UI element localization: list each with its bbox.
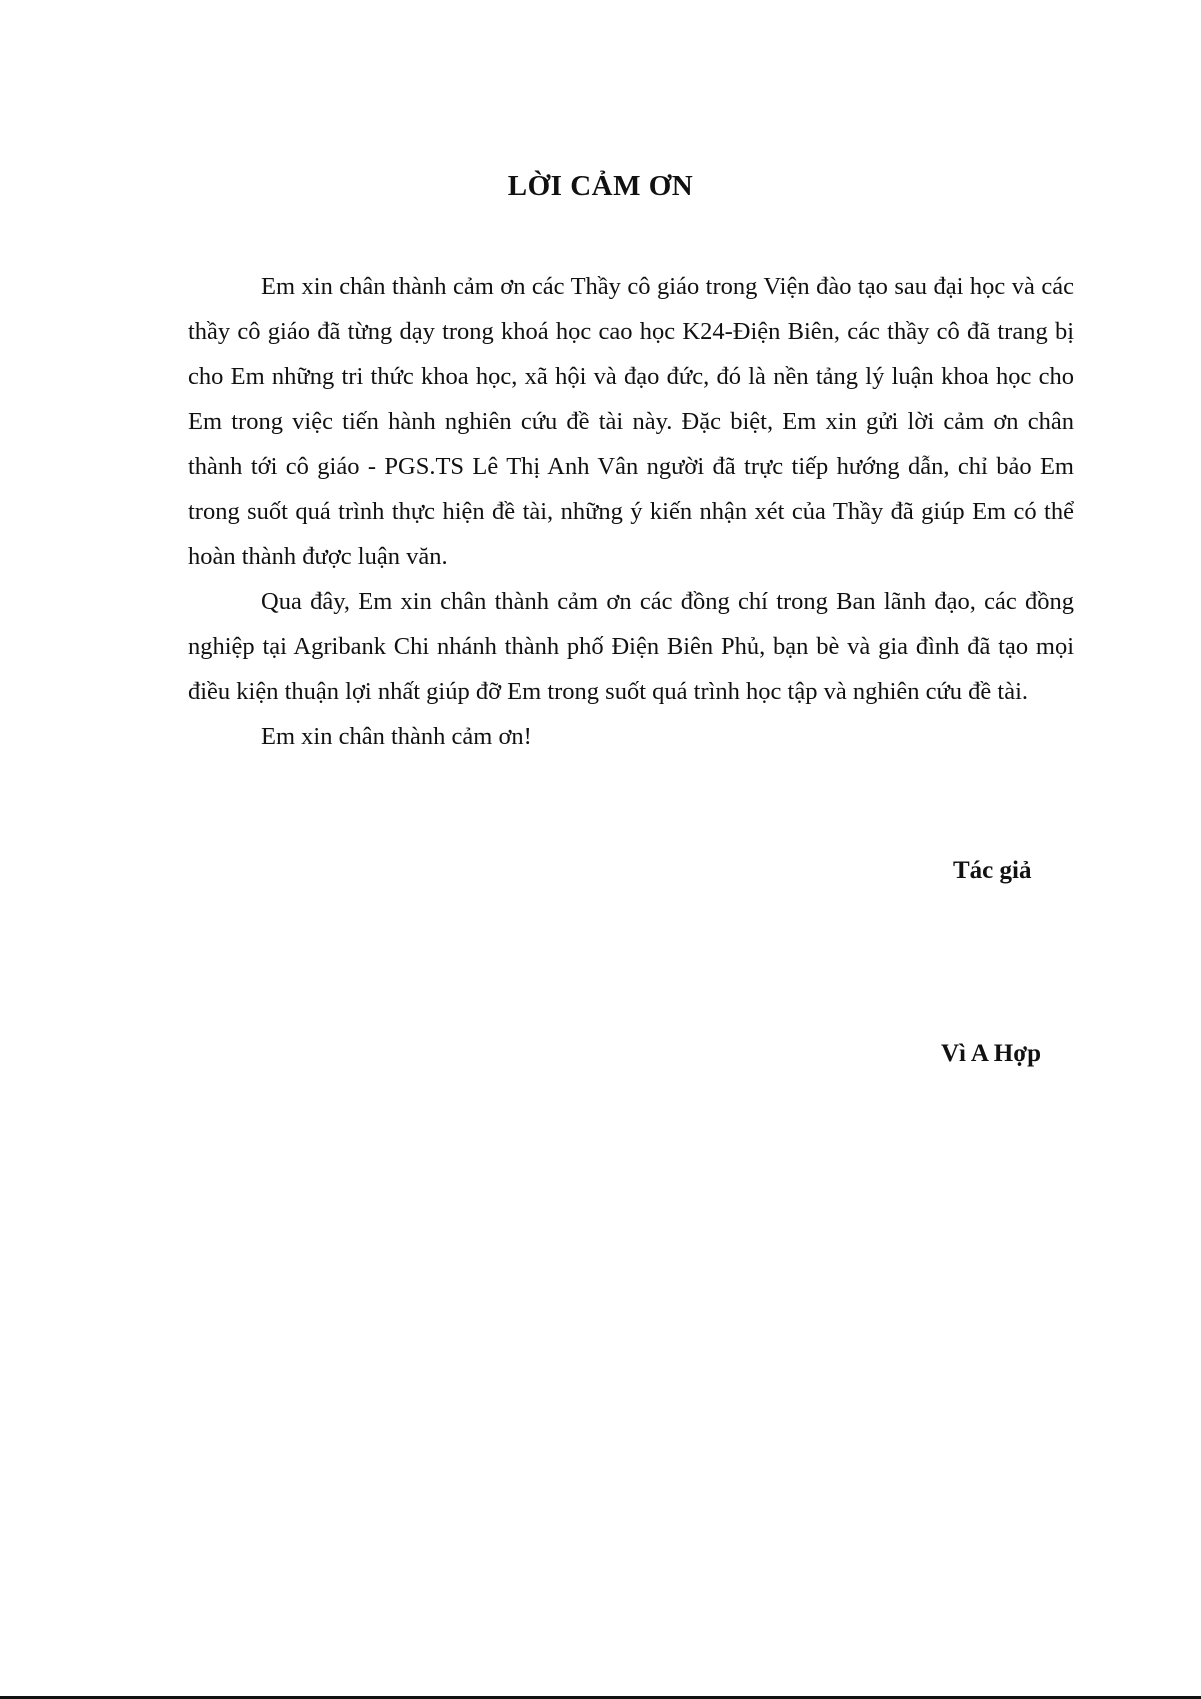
paragraph-2: Qua đây, Em xin chân thành cảm ơn các đồng chí trong Ban lãnh đạo, các đồng nghiệp tại Agribank Chi nhánh thành phố Điện Biên Phủ, bạn bè và gia đình đã tạo mọi điều kiện thuận lợi nhất giúp đỡ Em trong suốt quá trình học tập và nghiên cứu đề tài. [188, 588, 1074, 705]
author-name: Vì A Hợp [941, 1040, 1041, 1067]
acknowledgement-body [188, 264, 1074, 759]
paragraph-1: Em xin chân thành cảm ơn các Thầy cô giáo trong Viện đào tạo sau đại học và các thầy cô giáo đã từng dạy trong khoá học cao học K24-Điện Biên, các thầy cô đã trang bị cho Em những tri thức khoa học, xã hội và đạo đức, đó là nền tảng lý luận khoa học cho Em trong việc tiến hành nghiên cứu đề tài này. Đặc biệt, Em xin gửi lời cảm ơn chân thành tới cô giáo - PGS.TS Lê Thị Anh Vân người đã trực tiếp hướng dẫn, chỉ bảo Em trong suốt quá trình thực hiện đề tài, những ý kiến nhận xét của Thầy đã giúp Em có thể hoàn thành được luận văn. [188, 273, 1074, 570]
author-label: Tác giả [953, 857, 1032, 884]
page-title: LỜI CẢM ƠN [507, 170, 694, 202]
paragraph-3: Em xin chân thành cảm ơn! [261, 723, 532, 750]
